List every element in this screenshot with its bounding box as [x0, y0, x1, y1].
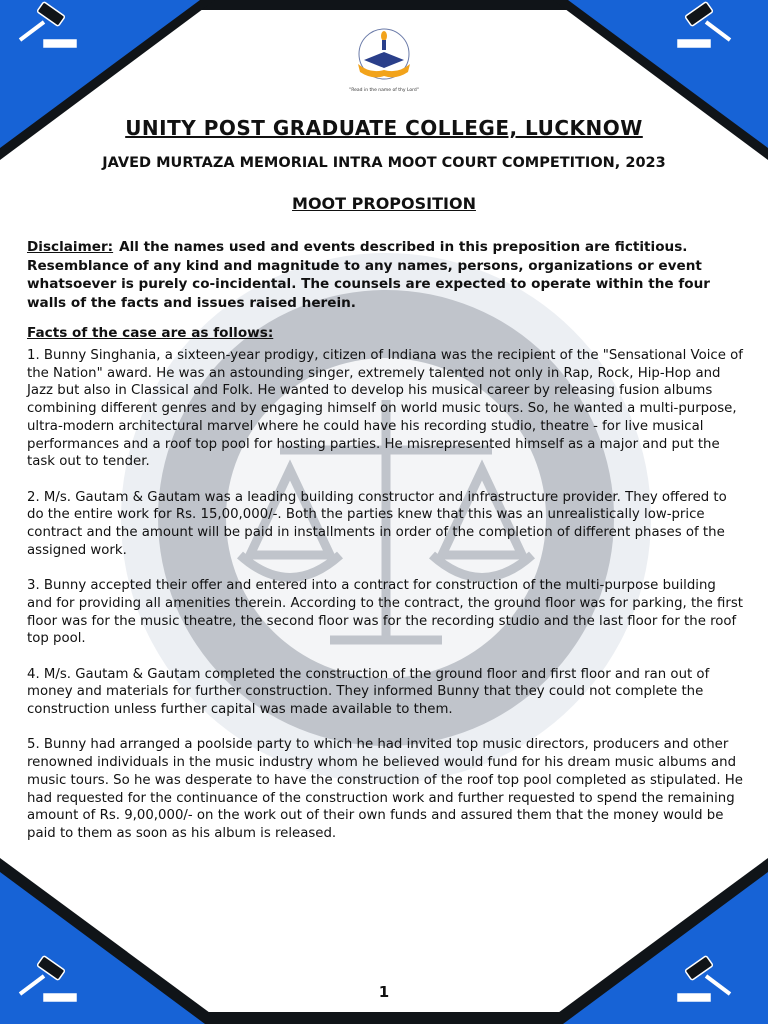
facts-heading: Facts of the case are as follows:: [27, 325, 274, 341]
fact-paragraph: 4. M/s. Gautam & Gautam completed the construction of the ground floor and first floor and ran out of money and materials for further construction. They informed Bunny that they could not complete the construction unless further capital was made available to them.: [27, 666, 710, 718]
page-number: 1: [378, 983, 390, 1001]
logo-caption: "Read in the name of thy Lord": [349, 88, 419, 93]
document-title: MOOT PROPOSITION: [292, 194, 476, 213]
college-name: UNITY POST GRADUATE COLLEGE, LUCKNOW: [125, 116, 643, 140]
book-lamp-logo: [334, 28, 434, 96]
disclaimer-label: Disclaimer:: [27, 239, 114, 255]
fact-paragraph: 3. Bunny accepted their offer and entered into a contract for construction of the multi-purpose building and for providing all amenities therein. According to the contract, the ground floor was for parking, the first floor was for the music theatre, the second floor was for the recording studio and the last floor for the roof top pool.: [27, 578, 743, 647]
competition-title: JAVED MURTAZA MEMORIAL INTRA MOOT COURT COMPETITION, 2023: [102, 155, 666, 171]
fact-paragraph: 1. Bunny Singhania, a sixteen-year prodigy, citizen of Indiana was the recipient of the "Sensational Voice of the Nation" award. He was an astounding singer, extremely talented not only in Rap, Rock, Hip-Hop and Jazz but also in Classical and Folk. He wanted to develop his musical career by releasing fusion albums combining different genres and by engaging himself on world music tours. So, he wanted a multi-purpose, ultra-modern architectural marvel where he could have his recording studio, theatre - for live musical performances and a roof top pool for hosting parties. He misrepresented himself as a major and put the task out to tender.: [27, 348, 743, 470]
facts-body: [27, 347, 743, 860]
fact-paragraph: 5. Bunny had arranged a poolside party to which he had invited top music directors, producers and other renowned individuals in the music industry whom he believed would fund for his dream music albums and music tours. So he was desperate to have the construction of the roof top pool completed as stipulated. He had requested for the continuance of the construction work and further requested to spend the remaining amount of Rs. 9,00,000/- on the work out of their own funds and assured them that the money would be paid to them as soon as his album is released.: [27, 737, 743, 841]
disclaimer: [27, 238, 743, 312]
disclaimer-text: All the names used and events described in this preposition are fictitious. Resemblance of any kind and magnitude to any names, persons, organizations or event whatsoever is purely co-incidental. The counsels are expected to operate within the four walls of the facts and issues raised herein.: [27, 239, 710, 311]
fact-paragraph: 2. M/s. Gautam & Gautam was a leading building constructor and infrastructure provider. They offered to do the entire work for Rs. 15,00,000/-. Both the parties knew that this was an unrealistically low-price contract and the amount will be paid in installments in order of the completion of different phases of the assigned work.: [27, 489, 727, 558]
